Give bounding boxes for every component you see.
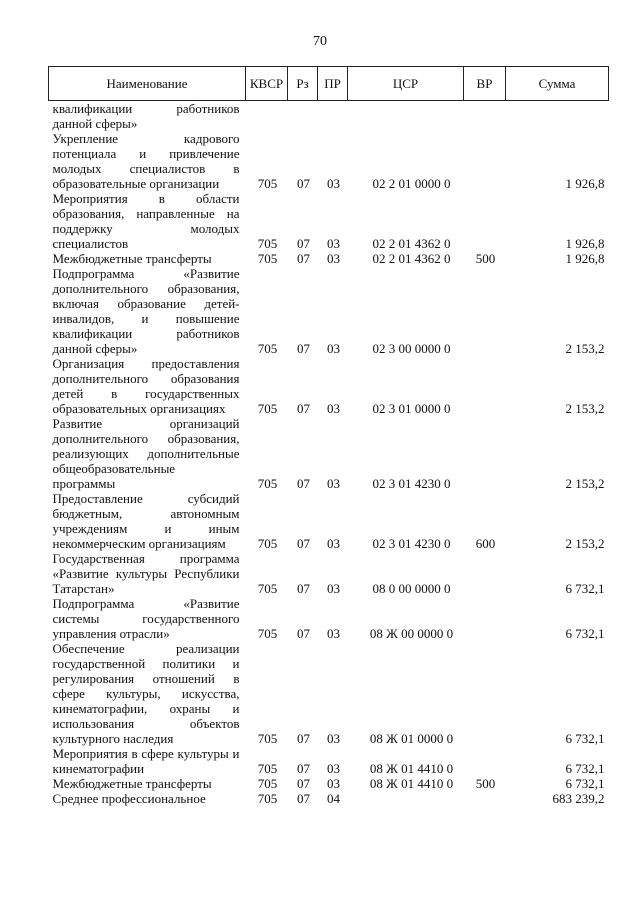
cell-sum: 1 926,8 xyxy=(565,176,605,191)
cell-pr: 03 xyxy=(327,536,340,551)
cell-rz: 07 xyxy=(297,236,310,251)
cell-name: Межбюджетные трансферты xyxy=(52,251,212,266)
table-row xyxy=(49,356,609,416)
cell-sum: 2 153,2 xyxy=(565,476,605,491)
cell-vr: 600 xyxy=(475,536,496,551)
cell-name: Предоставление субсидий бюджетным, автономным учреждениям и иным некоммерческим организациям xyxy=(52,491,240,551)
cell-vr xyxy=(464,551,506,596)
cell-kvsr: 705 xyxy=(257,776,278,791)
table-body xyxy=(49,101,609,807)
cell-kvsr: 705 xyxy=(257,536,278,551)
cell-name: Укрепление кадрового потенциала и привлечение молодых специалистов в образовательные организации xyxy=(52,131,240,191)
header-rz: Рз xyxy=(288,67,318,101)
cell-name: Развитие организаций дополнительного образования, реализующих дополнительные общеобразовательные программы xyxy=(52,416,240,491)
table-row xyxy=(49,101,609,132)
page-number: 70 xyxy=(313,34,327,49)
cell-pr: 03 xyxy=(327,581,340,596)
cell-pr: 03 xyxy=(327,761,340,776)
cell-name: Организация предоставления дополнительного образования детей в государственных образовательных организациях xyxy=(52,356,240,416)
cell-sum: 6 732,1 xyxy=(565,731,605,746)
header-name: Наименование xyxy=(49,67,246,101)
table-row xyxy=(49,641,609,746)
cell-rz xyxy=(288,101,318,132)
cell-csr xyxy=(348,101,464,132)
cell-rz: 07 xyxy=(297,251,310,266)
cell-pr: 03 xyxy=(327,476,340,491)
cell-vr: 500 xyxy=(475,776,496,791)
cell-rz: 07 xyxy=(297,341,310,356)
cell-pr: 03 xyxy=(327,731,340,746)
cell-name: квалификации работников данной сферы» xyxy=(52,101,240,131)
cell-kvsr: 705 xyxy=(257,791,278,806)
cell-rz: 07 xyxy=(297,581,310,596)
cell-kvsr: 705 xyxy=(257,581,278,596)
cell-sum: 6 732,1 xyxy=(565,581,605,596)
cell-rz: 07 xyxy=(297,401,310,416)
cell-name: Среднее профессиональное xyxy=(52,791,206,806)
cell-sum: 6 732,1 xyxy=(565,761,605,776)
cell-vr xyxy=(464,791,506,806)
cell-vr: 500 xyxy=(475,251,496,266)
cell-csr: 02 2 01 4362 0 xyxy=(372,251,451,266)
table-row xyxy=(49,251,609,266)
cell-name: Государственная программа «Развитие культуры Республики Татарстан» xyxy=(52,551,240,596)
table-row xyxy=(49,776,609,791)
cell-pr: 03 xyxy=(327,251,340,266)
table-row xyxy=(49,791,609,806)
cell-csr: 02 2 01 4362 0 xyxy=(372,236,451,251)
cell-sum: 2 153,2 xyxy=(565,341,605,356)
cell-csr xyxy=(348,791,464,806)
cell-csr: 02 2 01 0000 0 xyxy=(372,176,451,191)
cell-pr: 03 xyxy=(327,776,340,791)
table-row xyxy=(49,491,609,551)
table-header xyxy=(49,67,609,101)
cell-vr xyxy=(464,131,506,191)
cell-name: Подпрограмма «Развитие системы государственного управления отрасли» xyxy=(52,596,240,641)
cell-vr xyxy=(464,641,506,746)
header-csr: ЦСР xyxy=(348,67,464,101)
cell-pr: 03 xyxy=(327,626,340,641)
header-kvsr: КВСР xyxy=(246,67,288,101)
cell-sum xyxy=(506,101,609,132)
table-row xyxy=(49,131,609,191)
cell-name: Подпрограмма «Развитие дополнительного образования, включая образование детей-инвалидов, и повышение квалификации работников данной сферы» xyxy=(52,266,240,356)
cell-csr: 02 3 01 4230 0 xyxy=(372,536,451,551)
cell-rz: 07 xyxy=(297,536,310,551)
cell-csr: 08 Ж 00 0000 0 xyxy=(369,626,454,641)
cell-pr xyxy=(318,101,348,132)
cell-rz: 07 xyxy=(297,761,310,776)
cell-rz: 07 xyxy=(297,476,310,491)
cell-name: Обеспечение реализации государственной политики и регулирования отношений в сфере культуры, искусства, кинематографии, охраны и использования объектов культурного наследия xyxy=(52,641,240,746)
cell-pr: 03 xyxy=(327,341,340,356)
cell-sum: 2 153,2 xyxy=(565,401,605,416)
cell-rz: 07 xyxy=(297,176,310,191)
cell-sum: 6 732,1 xyxy=(565,626,605,641)
cell-csr: 08 Ж 01 4410 0 xyxy=(369,761,454,776)
table-row xyxy=(49,746,609,776)
cell-sum: 1 926,8 xyxy=(565,236,605,251)
cell-csr: 08 Ж 01 4410 0 xyxy=(369,776,454,791)
cell-csr: 08 0 00 0000 0 xyxy=(372,581,451,596)
cell-kvsr: 705 xyxy=(257,176,278,191)
cell-vr xyxy=(464,266,506,356)
header-pr: ПР xyxy=(318,67,348,101)
cell-csr: 08 Ж 01 0000 0 xyxy=(369,731,454,746)
cell-csr: 02 3 01 0000 0 xyxy=(372,401,451,416)
cell-sum: 6 732,1 xyxy=(565,776,605,791)
cell-vr xyxy=(464,191,506,251)
cell-kvsr: 705 xyxy=(257,341,278,356)
cell-kvsr: 705 xyxy=(257,626,278,641)
header-sum: Сумма xyxy=(506,67,609,101)
cell-name: Мероприятия в сфере культуры и кинематографии xyxy=(52,746,240,776)
cell-kvsr: 705 xyxy=(257,761,278,776)
cell-vr xyxy=(464,416,506,491)
cell-name: Мероприятия в области образования, направленные на поддержку молодых специалистов xyxy=(52,191,240,251)
cell-vr xyxy=(464,746,506,776)
cell-kvsr: 705 xyxy=(257,251,278,266)
cell-vr xyxy=(464,596,506,641)
cell-vr xyxy=(464,101,506,132)
cell-kvsr: 705 xyxy=(257,236,278,251)
table-row xyxy=(49,596,609,641)
table-row xyxy=(49,551,609,596)
cell-pr: 03 xyxy=(327,236,340,251)
table-row xyxy=(49,266,609,356)
header-vr: ВР xyxy=(464,67,506,101)
cell-pr: 04 xyxy=(327,791,340,806)
cell-csr: 02 3 01 4230 0 xyxy=(372,476,451,491)
cell-pr: 03 xyxy=(327,401,340,416)
cell-kvsr: 705 xyxy=(257,401,278,416)
cell-pr: 03 xyxy=(327,176,340,191)
cell-name: Межбюджетные трансферты xyxy=(52,776,212,791)
cell-rz: 07 xyxy=(297,776,310,791)
header-row xyxy=(49,67,609,101)
cell-sum: 1 926,8 xyxy=(565,251,605,266)
cell-kvsr: 705 xyxy=(257,476,278,491)
cell-rz: 07 xyxy=(297,791,310,806)
cell-vr xyxy=(464,356,506,416)
budget-table xyxy=(48,66,609,806)
cell-sum: 2 153,2 xyxy=(565,536,605,551)
cell-sum: 683 239,2 xyxy=(552,791,605,806)
table-row xyxy=(49,191,609,251)
cell-kvsr xyxy=(246,101,288,132)
table-row xyxy=(49,416,609,491)
cell-rz: 07 xyxy=(297,626,310,641)
cell-csr: 02 3 00 0000 0 xyxy=(372,341,451,356)
cell-rz: 07 xyxy=(297,731,310,746)
cell-kvsr: 705 xyxy=(257,731,278,746)
